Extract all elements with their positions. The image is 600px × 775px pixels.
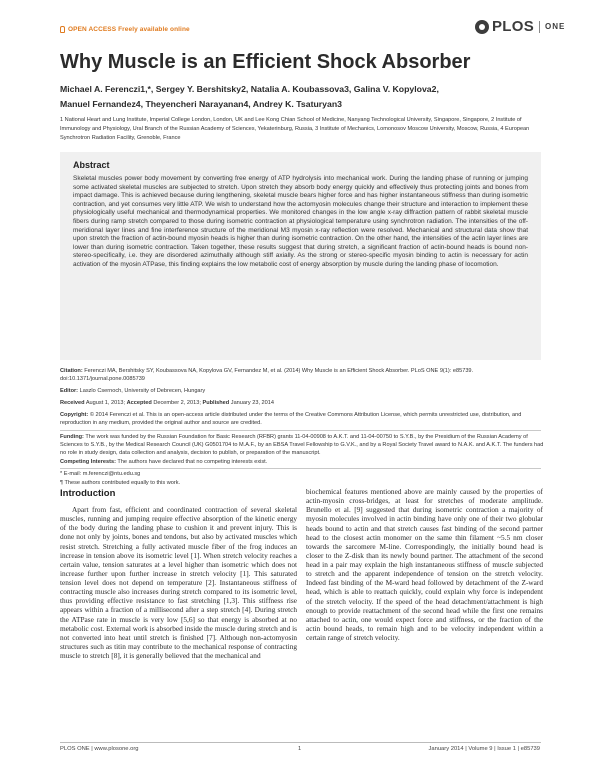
open-access-label: OPEN ACCESS Freely available online (68, 26, 190, 33)
meta-divider (60, 430, 541, 431)
journal-logo (475, 18, 565, 35)
citation-block (60, 367, 545, 383)
copyright-label: Copyright: (60, 412, 89, 418)
footer-journal: PLOS ONE | www.plosone.org (60, 746, 139, 752)
received-label: Received (60, 400, 85, 406)
editor-label: Editor: (60, 388, 79, 394)
funding-text: The work was funded by the Russian Foundation for Basic Research (RFBR) grants 11-04-00908 to A.K.T. and 11-04-00750 to S.Y.B., by the Presidium of the Russian Academy of Sciences to S.Y.B., by the Medical Research Council (UK) G0501704 to M.A.F., by an EBSA Travel Fellowship to G.V.K., and by a Royal Society Travel award to N.A.K. and A.K.T. The funders had no role in study design, data collection and analysis, decision to publish, or preparation of the manuscript. (60, 434, 544, 456)
funding-label: Funding: (60, 434, 84, 440)
citation-label: Citation: (60, 368, 83, 374)
editor-block (60, 387, 545, 395)
abstract-box (60, 152, 541, 360)
competing-interests-label: Competing Interests: (60, 459, 116, 465)
abstract-heading: Abstract (73, 160, 110, 170)
journal-logo-suffix: ONE (545, 22, 566, 31)
logo-divider (539, 21, 540, 33)
author-list (60, 82, 550, 112)
journal-logo-text: PLOS (492, 18, 535, 35)
plos-logo-icon (475, 20, 489, 34)
affiliations: 1 National Heart and Lung Institute, Imperial College London, London, UK and Lee Kong Chian School of Medicine, Nanyang Technological University, Singapore, Singapore, 2 Institute of Immunology and Physiology, Ural Branch of the Russian Academy of Sciences, Yekaterinburg, Russia, 3 Institute of Mechanics, Lomonosov Moscow University, Moscow, Russia, 4 European Synchrotron Radiation Facility, Grenoble, France (60, 117, 530, 141)
citation-text: Ferenczi MA, Bershitsky SY, Koubassova NA, Kopylova GV, Fernandez M, et al. (2014) Why Muscle is an Efficient Shock Absorber. PLoS ONE 9(1): e85739. doi:10.1371/journal.pone.0085739 (60, 368, 474, 382)
equal-contribution-block (60, 479, 545, 487)
accepted-label: Accepted (126, 400, 152, 406)
footer-page-number: 1 (298, 746, 302, 752)
competing-interests-text: The authors have declared that no competing interests exist. (117, 459, 268, 465)
equal-contribution-note: ¶ These authors contributed equally to this work. (60, 480, 181, 486)
body-left-column: Apart from fast, efficient and coordinated contraction of several skeletal muscles, running and jumping require effective absorption of the kinetic energy of the body during the landing phase to cushion it and prevent injury. This is done not only by joints, bones and tendons, but also by activated muscles which resist stretch. Stretching a fully activated muscle fiber of the frog induces an increase in tension above its isometric level [1]. When stretch velocity reaches a certain value, tension saturates at a level higher than isometric which does not increase further upon further increase in stretch velocity [1]. This saturated tension level does not depend on temperature [2]. Instantaneous stiffness of contracting muscle also increases during stretch compared to its isometric level, thus providing effective resistance to fast stretching [1,3]. This stiffness rise appears within a fraction of a millisecond after a step stretch [4]. During stretch the ATPase rate in muscle is very low [5,6] so that energy is absorbed at no metabolic cost. External work is absorbed inside the muscle during stretch and is not converted into heat until stretch is finished [7]. Although non-actomyosin structures such as titin may contribute to the mechanical response of contracting muscle to stretch [8], it is generally believed that the mechanical and (60, 505, 297, 660)
dates-block (60, 399, 545, 407)
published-label: Published (202, 400, 230, 406)
competing-interests-block (60, 458, 545, 466)
article-title: Why Muscle is an Efficient Shock Absorber (60, 51, 471, 73)
open-access-banner (60, 26, 190, 33)
authors-line-2: Manuel Fernandez4, Theyencheri Narayanan4, Andrey K. Tsaturyan3 (60, 99, 342, 109)
editor-text: Laszlo Csernoch, University of Debrecen, Hungary (79, 388, 206, 394)
published-date: January 23, 2014 (230, 400, 274, 406)
introduction-heading: Introduction (60, 488, 116, 499)
email-block (60, 470, 545, 478)
open-access-lock-icon (60, 26, 65, 33)
meta-divider-2 (60, 468, 541, 469)
corresponding-email: * E-mail: m.ferenczi@ntu.edu.sg (60, 471, 141, 477)
funding-block (60, 433, 545, 457)
body-right-column: biochemical features mentioned above are mainly caused by the properties of actin-myosin cross-bridges, at least for stretches of moderate amplitude. Brunello et al. [9] suggested that during isometric contraction a majority of myosin molecules involved in actin binding have only one of their two globular heads bound to actin and that stretch causes fast binding of the second partner head to the closest actin monomer on the same thin filament ~5.5 nm closer towards the sarcomere M-line. Correspondingly, the initially bound head is closer to the Z-disk than its newly bound partner. The attachment of the second head in a pair may explain the high instantaneous stiffness of muscle subjected to stretch and the apparent independence of tension on the stretch velocity. Indeed fast binding of the M-ward head followed by detachment of the Z-ward head, which is able to reattach quickly, could explain why force is independent of the stretch velocity. If the speed of the head detachment/attachment is high enough to provide reattachment of the second head while the first one remains attached to actin, one would expect force and stiffness, or the fraction of the actin bound heads, to remain high and to be velocity independent within a certain range of stretch velocity. (306, 487, 543, 642)
authors-line-1: Michael A. Ferenczi1,*, Sergey Y. Bershitsky2, Natalia A. Koubassova3, Galina V. Kopylova2, (60, 84, 439, 94)
footer-issue: January 2014 | Volume 9 | Issue 1 | e85739 (428, 746, 540, 752)
copyright-text: © 2014 Ferenczi et al. This is an open-access article distributed under the terms of the Creative Commons Attribution License, which permits unrestricted use, distribution, and reproduction in any medium, provided the original author and source are credited. (60, 412, 522, 426)
accepted-date: December 2, 2013; (153, 400, 201, 406)
abstract-text: Skeletal muscles power body movement by converting free energy of ATP hydrolysis into mechanical work. During the landing phase of running or jumping some activated skeletal muscles are subjected to stretch. Upon stretch they absorb body energy quickly and effectively thus protecting joints and bones from impact damage. This is achieved because during lengthening, skeletal muscle bears higher force and has higher instantaneous stiffness than during isometric contraction, and yet consumes very little ATP. We wish to understand how the actomyosin molecules change their structure and interaction to implement these physiologically useful mechanical and thermodynamical properties. We monitored changes in the low angle x-ray diffraction pattern of rabbit skeletal muscle fibers during ramp stretch compared to those during isometric contraction at physiological temperature using synchrotron radiation. The intensities of the off-meridional layer lines and fine interference structure of the meridional M3 myosin x-ray reflection were resolved. Mechanical and structural data show that upon stretch the fraction of actin-bound myosin heads is higher than during isometric contraction. On the other hand, the intensities of the actin layer lines are lower than during isometric contraction. Taken together, these results suggest that during stretch, a significant fraction of actin-bound heads is bound non-stereo-specifically, i.e. they are disordered azimuthally although stiff axially. As the strong or stereo-specific myosin binding to actin is necessary for actin activation of the myosin ATPase, this finding explains the low metabolic cost of energy absorption by muscle during the landing phase of locomotion. (73, 175, 528, 268)
copyright-block (60, 411, 545, 427)
footer-divider (60, 742, 541, 743)
received-date: August 1, 2013; (85, 400, 126, 406)
